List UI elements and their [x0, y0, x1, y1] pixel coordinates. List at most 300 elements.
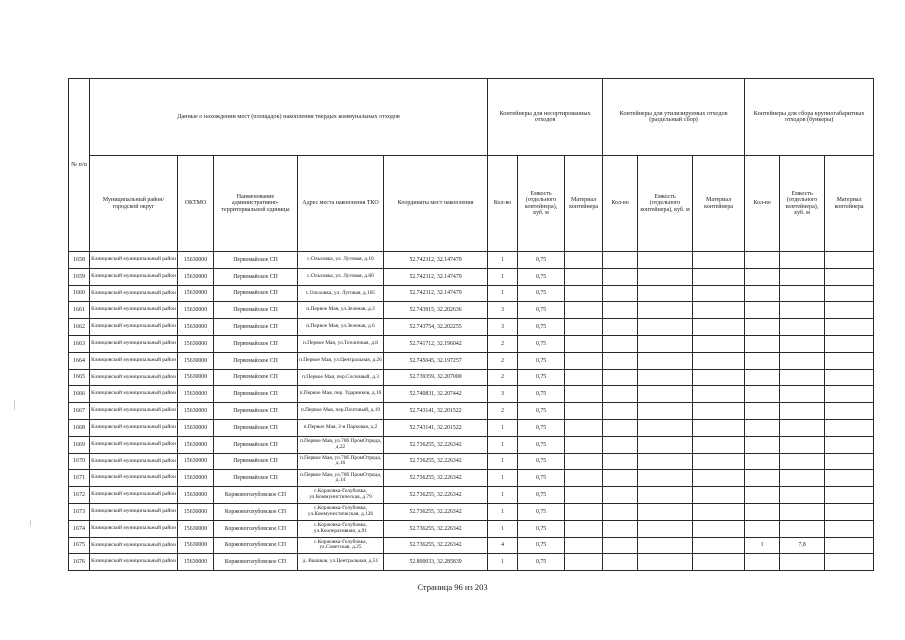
- address-cell: п.Первое Мая, ул.Зеленая, д.6: [298, 319, 384, 336]
- district-cell: Клинцовский муниципальный район: [90, 369, 178, 386]
- coords-cell: 52.736255, 32.226342: [384, 487, 488, 504]
- territory-cell: Коржовоголубовское СП: [214, 503, 298, 520]
- table-row: [69, 487, 874, 504]
- header-sorted-group: Контейнеры для утилизируемых отходов (раздельный сбор): [603, 79, 745, 156]
- material-bulky-cell: [825, 453, 874, 470]
- capacity-cell: 0,75: [518, 537, 565, 554]
- qty-cell: 3: [488, 386, 518, 403]
- qty-cell: 1: [488, 436, 518, 453]
- qty-bulky-cell: [745, 470, 780, 487]
- table-row: [69, 520, 874, 537]
- material-sorted-cell: [693, 487, 745, 504]
- material-bulky-cell: [825, 554, 874, 571]
- capacity-sorted-cell: [638, 470, 693, 487]
- material-sorted-cell: [693, 470, 745, 487]
- capacity-cell: 0,75: [518, 319, 565, 336]
- material-bulky-cell: [825, 419, 874, 436]
- oktmo-cell: 15630000: [178, 554, 214, 571]
- qty-sorted-cell: [603, 268, 638, 285]
- capacity-sorted-cell: [638, 554, 693, 571]
- table-row: [69, 554, 874, 571]
- table-row: [69, 268, 874, 285]
- material-sorted-cell: [693, 554, 745, 571]
- qty-sorted-cell: [603, 436, 638, 453]
- qty-cell: 1: [488, 470, 518, 487]
- district-cell: Клинцовский муниципальный район: [90, 335, 178, 352]
- address-cell: с.Ольховка, ул. Луговая, д.10: [298, 252, 384, 269]
- qty-cell: 1: [488, 252, 518, 269]
- territory-cell: Первомайское СП: [214, 403, 298, 420]
- qty-sorted-cell: [603, 487, 638, 504]
- material-sorted-cell: [693, 352, 745, 369]
- material-bulky-cell: [825, 520, 874, 537]
- table-row: [69, 319, 874, 336]
- table-row: [69, 386, 874, 403]
- capacity-bulky-cell: [780, 453, 825, 470]
- territory-cell: Коржовоголубовское СП: [214, 537, 298, 554]
- material-sorted-cell: [693, 268, 745, 285]
- oktmo-cell: 15630000: [178, 403, 214, 420]
- qty-sorted-cell: [603, 503, 638, 520]
- capacity-bulky-cell: [780, 302, 825, 319]
- row-number: 1676: [69, 554, 90, 571]
- address-cell: п.Первое Мая, 2-я Парковая, д.2: [298, 419, 384, 436]
- header-district: Муниципальный район/городской округ: [90, 156, 178, 252]
- material-bulky-cell: [825, 403, 874, 420]
- qty-cell: 1: [488, 453, 518, 470]
- row-number: 1672: [69, 487, 90, 504]
- material-cell: [565, 554, 603, 571]
- qty-bulky-cell: [745, 403, 780, 420]
- row-number: 1667: [69, 403, 90, 420]
- row-number: 1662: [69, 319, 90, 336]
- capacity-cell: 0,75: [518, 352, 565, 369]
- qty-sorted-cell: [603, 369, 638, 386]
- coords-cell: 52.736255, 32.226342: [384, 453, 488, 470]
- table-row: [69, 302, 874, 319]
- address-cell: с.Коржовка-Голубовка, ул.Коммунистическая, д.79: [298, 487, 384, 504]
- waste-sites-table: [68, 78, 874, 571]
- material-cell: [565, 319, 603, 336]
- material-bulky-cell: [825, 252, 874, 269]
- material-bulky-cell: [825, 503, 874, 520]
- capacity-cell: 0,75: [518, 252, 565, 269]
- material-cell: [565, 503, 603, 520]
- qty-sorted-cell: [603, 419, 638, 436]
- coords-cell: 52.742312, 32.147479: [384, 285, 488, 302]
- material-bulky-cell: [825, 335, 874, 352]
- qty-bulky-cell: [745, 285, 780, 302]
- coords-cell: 52.736255, 32.226342: [384, 520, 488, 537]
- address-cell: п.Первое Мая, ул.Центральная, д.26: [298, 352, 384, 369]
- row-number: 1658: [69, 252, 90, 269]
- qty-cell: 2: [488, 369, 518, 386]
- capacity-sorted-cell: [638, 520, 693, 537]
- qty-cell: 4: [488, 537, 518, 554]
- capacity-cell: 0,75: [518, 403, 565, 420]
- qty-sorted-cell: [603, 252, 638, 269]
- capacity-sorted-cell: [638, 268, 693, 285]
- material-sorted-cell: [693, 285, 745, 302]
- capacity-bulky-cell: [780, 554, 825, 571]
- coords-cell: 52.800033, 32.285839: [384, 554, 488, 571]
- coords-cell: 52.742312, 32.147479: [384, 252, 488, 269]
- header-location-group: Данные о нахождении мест (площадок) накопления твердых коммунальных отходов: [90, 79, 488, 156]
- district-cell: Клинцовский муниципальный район: [90, 252, 178, 269]
- qty-sorted-cell: [603, 302, 638, 319]
- qty-sorted-cell: [603, 335, 638, 352]
- territory-cell: Первомайское СП: [214, 252, 298, 269]
- qty-cell: 2: [488, 403, 518, 420]
- row-number: 1670: [69, 453, 90, 470]
- address-cell: п.Первое Мая, пер. Ударников, д.16: [298, 386, 384, 403]
- table-row: [69, 453, 874, 470]
- qty-bulky-cell: [745, 386, 780, 403]
- capacity-sorted-cell: [638, 403, 693, 420]
- capacity-bulky-cell: [780, 403, 825, 420]
- capacity-bulky-cell: [780, 386, 825, 403]
- qty-bulky-cell: [745, 436, 780, 453]
- oktmo-cell: 15630000: [178, 268, 214, 285]
- header-num: № п/п: [69, 79, 90, 252]
- oktmo-cell: 15630000: [178, 470, 214, 487]
- capacity-sorted-cell: [638, 537, 693, 554]
- qty-bulky-cell: [745, 335, 780, 352]
- table-row: [69, 419, 874, 436]
- material-cell: [565, 369, 603, 386]
- row-number: 1673: [69, 503, 90, 520]
- row-number: 1659: [69, 268, 90, 285]
- material-cell: [565, 453, 603, 470]
- material-sorted-cell: [693, 252, 745, 269]
- capacity-bulky-cell: [780, 285, 825, 302]
- capacity-sorted-cell: [638, 503, 693, 520]
- capacity-sorted-cell: [638, 419, 693, 436]
- row-number: 1665: [69, 369, 90, 386]
- oktmo-cell: 15630000: [178, 419, 214, 436]
- qty-cell: 3: [488, 319, 518, 336]
- material-cell: [565, 436, 603, 453]
- material-bulky-cell: [825, 369, 874, 386]
- capacity-bulky-cell: 7,8: [780, 537, 825, 554]
- district-cell: Клинцовский муниципальный район: [90, 520, 178, 537]
- table-body: [69, 252, 874, 571]
- material-bulky-cell: [825, 352, 874, 369]
- capacity-cell: 0,75: [518, 554, 565, 571]
- address-cell: п.Первое Мая, ул.Зеленая, д.3: [298, 302, 384, 319]
- material-sorted-cell: [693, 503, 745, 520]
- header-capacity: Емкость (отдельного контейнера), куб. м: [518, 156, 565, 252]
- territory-cell: Первомайское СП: [214, 335, 298, 352]
- territory-cell: Первомайское СП: [214, 470, 298, 487]
- qty-cell: 1: [488, 419, 518, 436]
- qty-cell: 1: [488, 487, 518, 504]
- capacity-sorted-cell: [638, 386, 693, 403]
- address-cell: п.Первое Мая, ул.70б ПромОтряда, д.22: [298, 436, 384, 453]
- capacity-cell: 0,75: [518, 386, 565, 403]
- territory-cell: Первомайское СП: [214, 352, 298, 369]
- capacity-sorted-cell: [638, 487, 693, 504]
- qty-sorted-cell: [603, 520, 638, 537]
- capacity-cell: 0,75: [518, 453, 565, 470]
- header-address: Адрес места накопления ТКО: [298, 156, 384, 252]
- header-material: Материал контейнера: [565, 156, 603, 252]
- oktmo-cell: 15630000: [178, 352, 214, 369]
- oktmo-cell: 15630000: [178, 252, 214, 269]
- qty-bulky-cell: [745, 554, 780, 571]
- register-sheet: [68, 78, 873, 571]
- material-bulky-cell: [825, 470, 874, 487]
- material-cell: [565, 520, 603, 537]
- capacity-cell: 0,75: [518, 487, 565, 504]
- table-row: [69, 352, 874, 369]
- capacity-cell: 0,75: [518, 369, 565, 386]
- material-cell: [565, 285, 603, 302]
- material-sorted-cell: [693, 453, 745, 470]
- capacity-sorted-cell: [638, 453, 693, 470]
- address-cell: п.Первое Мая, ул.70б ПромОтряда, д.14: [298, 470, 384, 487]
- header-qty: Кол-во: [488, 156, 518, 252]
- table-row: [69, 436, 874, 453]
- capacity-bulky-cell: [780, 419, 825, 436]
- district-cell: Клинцовский муниципальный район: [90, 537, 178, 554]
- material-sorted-cell: [693, 436, 745, 453]
- capacity-cell: 0,75: [518, 470, 565, 487]
- capacity-sorted-cell: [638, 369, 693, 386]
- capacity-cell: 0,75: [518, 268, 565, 285]
- table-row: [69, 252, 874, 269]
- oktmo-cell: 15630000: [178, 319, 214, 336]
- material-cell: [565, 537, 603, 554]
- qty-sorted-cell: [603, 537, 638, 554]
- capacity-cell: 0,75: [518, 520, 565, 537]
- territory-cell: Первомайское СП: [214, 369, 298, 386]
- address-cell: с.Ольховка, ул. Луговая, д.105: [298, 285, 384, 302]
- district-cell: Клинцовский муниципальный район: [90, 487, 178, 504]
- coords-cell: 52.743141, 32.201522: [384, 403, 488, 420]
- row-number: 1660: [69, 285, 90, 302]
- territory-cell: Первомайское СП: [214, 436, 298, 453]
- capacity-bulky-cell: [780, 268, 825, 285]
- capacity-bulky-cell: [780, 335, 825, 352]
- address-cell: с.Коржовка-Голубовка, ул.Советская, д.25: [298, 537, 384, 554]
- territory-cell: Первомайское СП: [214, 268, 298, 285]
- qty-cell: 1: [488, 285, 518, 302]
- qty-cell: 2: [488, 352, 518, 369]
- header-oktmo: ОКТМО: [178, 156, 214, 252]
- territory-cell: Первомайское СП: [214, 419, 298, 436]
- qty-bulky-cell: [745, 453, 780, 470]
- qty-sorted-cell: [603, 285, 638, 302]
- scan-mark: [14, 400, 15, 410]
- material-cell: [565, 302, 603, 319]
- capacity-bulky-cell: [780, 252, 825, 269]
- coords-cell: 52.743141, 32.201522: [384, 419, 488, 436]
- capacity-sorted-cell: [638, 352, 693, 369]
- material-cell: [565, 403, 603, 420]
- capacity-cell: 0,75: [518, 285, 565, 302]
- row-number: 1661: [69, 302, 90, 319]
- capacity-cell: 0,75: [518, 436, 565, 453]
- qty-bulky-cell: [745, 487, 780, 504]
- capacity-sorted-cell: [638, 319, 693, 336]
- district-cell: Клинцовский муниципальный район: [90, 554, 178, 571]
- header-qty-bulky: Кол-во: [745, 156, 780, 252]
- qty-bulky-cell: [745, 252, 780, 269]
- qty-cell: 1: [488, 503, 518, 520]
- header-unsorted-group: Контейнеры для несортированных отходов: [488, 79, 603, 156]
- qty-sorted-cell: [603, 470, 638, 487]
- capacity-bulky-cell: [780, 369, 825, 386]
- capacity-sorted-cell: [638, 335, 693, 352]
- coords-cell: 52.736255, 32.226342: [384, 436, 488, 453]
- material-sorted-cell: [693, 419, 745, 436]
- table-row: [69, 537, 874, 554]
- header-material-sorted: Материал контейнера: [693, 156, 745, 252]
- coords-cell: 52.739359, 32.207000: [384, 369, 488, 386]
- qty-cell: 3: [488, 302, 518, 319]
- coords-cell: 52.745045, 32.197257: [384, 352, 488, 369]
- district-cell: Клинцовский муниципальный район: [90, 319, 178, 336]
- qty-cell: 1: [488, 268, 518, 285]
- territory-cell: Первомайское СП: [214, 386, 298, 403]
- territory-cell: Первомайское СП: [214, 285, 298, 302]
- header-capacity-bulky: Емкость (отдельного контейнера), куб. м: [780, 156, 825, 252]
- page-number: Страница 96 из 203: [417, 582, 488, 592]
- capacity-bulky-cell: [780, 520, 825, 537]
- oktmo-cell: 15630000: [178, 436, 214, 453]
- qty-bulky-cell: [745, 419, 780, 436]
- capacity-bulky-cell: [780, 470, 825, 487]
- material-bulky-cell: [825, 537, 874, 554]
- coords-cell: 52.740831, 32.207442: [384, 386, 488, 403]
- district-cell: Клинцовский муниципальный район: [90, 419, 178, 436]
- oktmo-cell: 15630000: [178, 335, 214, 352]
- coords-cell: 52.742312, 32.147479: [384, 268, 488, 285]
- capacity-cell: 0,75: [518, 302, 565, 319]
- table-row: [69, 470, 874, 487]
- oktmo-cell: 15630000: [178, 302, 214, 319]
- material-sorted-cell: [693, 520, 745, 537]
- qty-bulky-cell: [745, 319, 780, 336]
- material-bulky-cell: [825, 268, 874, 285]
- district-cell: Клинцовский муниципальный район: [90, 453, 178, 470]
- capacity-bulky-cell: [780, 352, 825, 369]
- district-cell: Клинцовский муниципальный район: [90, 436, 178, 453]
- qty-sorted-cell: [603, 403, 638, 420]
- row-number: 1666: [69, 386, 90, 403]
- row-number: 1671: [69, 470, 90, 487]
- territory-cell: Коржовоголубовское СП: [214, 554, 298, 571]
- row-number: 1664: [69, 352, 90, 369]
- oktmo-cell: 15630000: [178, 386, 214, 403]
- qty-cell: 1: [488, 554, 518, 571]
- capacity-cell: 0,75: [518, 419, 565, 436]
- capacity-sorted-cell: [638, 302, 693, 319]
- territory-cell: Первомайское СП: [214, 453, 298, 470]
- capacity-sorted-cell: [638, 436, 693, 453]
- address-cell: д. Вышков, ул.Центральная, д.51: [298, 554, 384, 571]
- material-sorted-cell: [693, 386, 745, 403]
- oktmo-cell: 15630000: [178, 285, 214, 302]
- district-cell: Клинцовский муниципальный район: [90, 470, 178, 487]
- material-cell: [565, 352, 603, 369]
- qty-bulky-cell: [745, 369, 780, 386]
- district-cell: Клинцовский муниципальный район: [90, 302, 178, 319]
- district-cell: Клинцовский муниципальный район: [90, 386, 178, 403]
- address-cell: п.Первое Мая, ул.Тепличная, д.8: [298, 335, 384, 352]
- header-coords: Координаты мест накопления: [384, 156, 488, 252]
- district-cell: Клинцовский муниципальный район: [90, 268, 178, 285]
- territory-cell: Первомайское СП: [214, 319, 298, 336]
- material-sorted-cell: [693, 319, 745, 336]
- address-cell: п.Первое Мая, пер.Сосновый, д.3: [298, 369, 384, 386]
- material-bulky-cell: [825, 302, 874, 319]
- capacity-sorted-cell: [638, 252, 693, 269]
- material-sorted-cell: [693, 369, 745, 386]
- district-cell: Клинцовский муниципальный район: [90, 352, 178, 369]
- capacity-cell: 0,75: [518, 503, 565, 520]
- row-number: 1668: [69, 419, 90, 436]
- address-cell: п.Первое Мая, ул.70б ПромОтряда, д.16: [298, 453, 384, 470]
- qty-bulky-cell: 1: [745, 537, 780, 554]
- district-cell: Клинцовский муниципальный район: [90, 285, 178, 302]
- material-cell: [565, 252, 603, 269]
- material-cell: [565, 487, 603, 504]
- qty-bulky-cell: [745, 302, 780, 319]
- oktmo-cell: 15630000: [178, 520, 214, 537]
- address-cell: п.Первое Мая, пер.Почтовый, д.19: [298, 403, 384, 420]
- row-number: 1663: [69, 335, 90, 352]
- territory-cell: Коржовоголубовское СП: [214, 487, 298, 504]
- capacity-bulky-cell: [780, 503, 825, 520]
- coords-cell: 52.743754, 32.202255: [384, 319, 488, 336]
- table-row: [69, 285, 874, 302]
- qty-bulky-cell: [745, 503, 780, 520]
- address-cell: с.Коржовка-Голубовка, ул.Коммунистическая, д.126: [298, 503, 384, 520]
- header-capacity-sorted: Емкость (отдельного контейнера), куб. м: [638, 156, 693, 252]
- qty-sorted-cell: [603, 352, 638, 369]
- material-bulky-cell: [825, 487, 874, 504]
- row-number: 1674: [69, 520, 90, 537]
- coords-cell: 52.736255, 32.226342: [384, 537, 488, 554]
- capacity-bulky-cell: [780, 436, 825, 453]
- capacity-bulky-cell: [780, 319, 825, 336]
- oktmo-cell: 15630000: [178, 537, 214, 554]
- scan-mark: [30, 520, 31, 526]
- row-number: 1675: [69, 537, 90, 554]
- material-sorted-cell: [693, 335, 745, 352]
- material-bulky-cell: [825, 319, 874, 336]
- oktmo-cell: 15630000: [178, 369, 214, 386]
- row-number: 1669: [69, 436, 90, 453]
- address-cell: с.Ольховка, ул. Луговая, д.80: [298, 268, 384, 285]
- material-cell: [565, 470, 603, 487]
- oktmo-cell: 15630000: [178, 453, 214, 470]
- header-qty-sorted: Кол-во: [603, 156, 638, 252]
- capacity-sorted-cell: [638, 285, 693, 302]
- table-row: [69, 335, 874, 352]
- coords-cell: 52.743915, 32.202636: [384, 302, 488, 319]
- qty-sorted-cell: [603, 453, 638, 470]
- oktmo-cell: 15630000: [178, 503, 214, 520]
- qty-cell: 2: [488, 335, 518, 352]
- district-cell: Клинцовский муниципальный район: [90, 403, 178, 420]
- qty-sorted-cell: [603, 554, 638, 571]
- qty-sorted-cell: [603, 319, 638, 336]
- capacity-bulky-cell: [780, 487, 825, 504]
- material-bulky-cell: [825, 386, 874, 403]
